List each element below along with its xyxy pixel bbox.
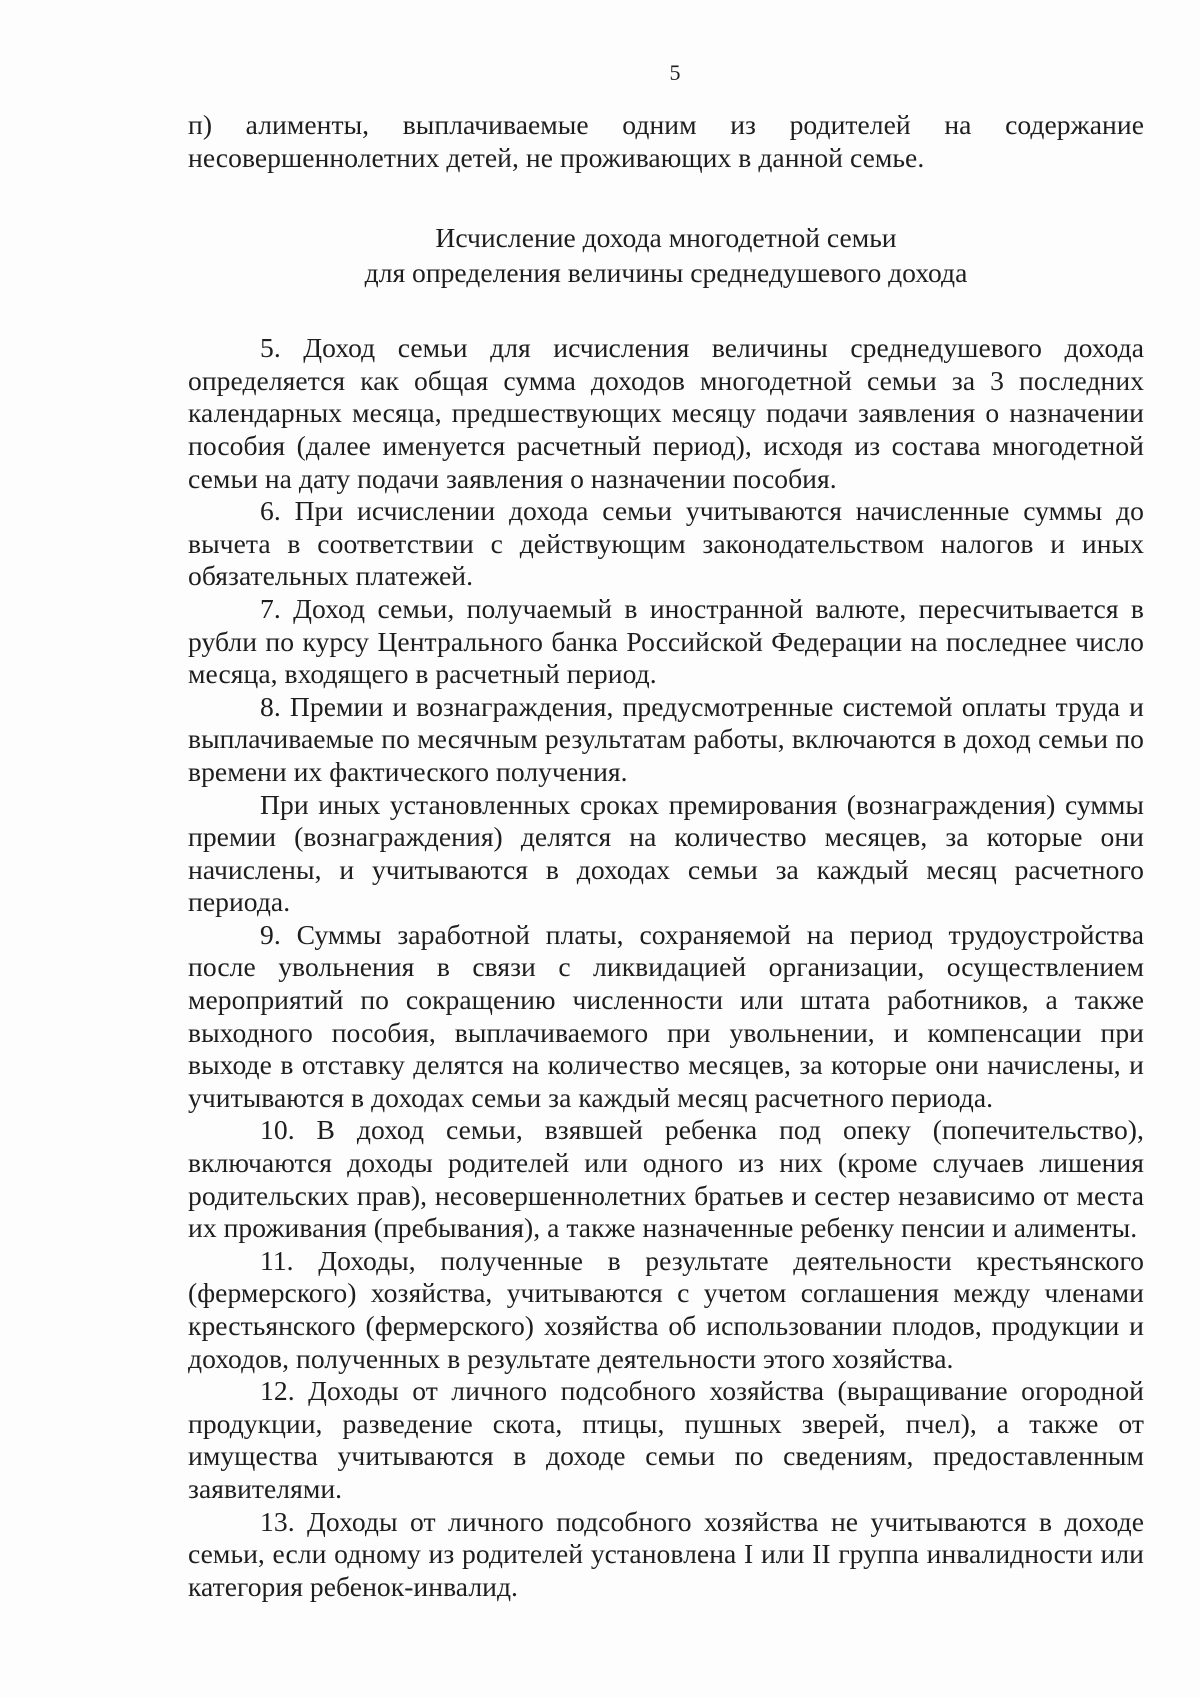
paragraph-5: 5. Доход семьи для исчисления величины среднедушевого дохода определяется как общая сумма доходов многодетной семьи за 3 последних календарных месяца, предшествующих месяцу подачи заявления о назначении пособия (далее именуется расчетный период), исходя из состава многодетной семьи на дату подачи заявления о назначении пособия. xyxy=(188,332,1144,494)
intro-paragraph: п) алименты, выплачиваемые одним из родителей на содержание несовершеннолетних детей, не проживающих в данной семье. xyxy=(188,109,1144,173)
section-title xyxy=(188,220,1144,290)
paragraph-6: 6. При исчислении дохода семьи учитываются начисленные суммы до вычета в соответствии с действующим законодательством налогов и иных обязательных платежей. xyxy=(188,495,1144,592)
paragraph-8: 8. Премии и вознаграждения, предусмотренные системой оплаты труда и выплачиваемые по месячным результатам работы, включаются в доход семьи по времени их фактического получения. xyxy=(188,690,1144,787)
page-number: 5 xyxy=(669,60,681,85)
section-title-line-2: для определения величины среднедушевого дохода xyxy=(364,257,968,289)
paragraph-12: 12. Доходы от личного подсобного хозяйства (выращивание огородной продукции, разведение скота, птицы, пушных зверей, пчел), а также от имущества учитываются в доходе семьи по сведениям, предоставленным заявителями. xyxy=(188,1375,1144,1504)
paragraph-11: 11. Доходы, полученные в результате деятельности крестьянского (фермерского) хозяйства, учитываются с учетом соглашения между членами крестьянского (фермерского) хозяйства об использовании плодов, продукции и доходов, полученных в результате деятельности этого хозяйства. xyxy=(188,1244,1144,1374)
paragraph-10: 10. В доход семьи, взявшей ребенка под опеку (попечительство), включаются доходы родителей или одного из них (кроме случаев лишения родительских прав), несовершеннолетних братьев и сестер независимо от места их проживания (пребывания), а также назначенные ребенку пенсии и алименты. xyxy=(188,1114,1144,1244)
paragraph-13: 13. Доходы от личного подсобного хозяйства не учитываются в доходе семьи, если одному из родителей установлена I или II группа инвалидности или категория ребенок-инвалид. xyxy=(188,1505,1144,1602)
document-body xyxy=(188,109,1144,1603)
paragraph-7: 7. Доход семьи, получаемый в иностранной валюте, пересчитывается в рубли по курсу Центрального банка Российской Федерации на последнее число месяца, входящего в расчетный период. xyxy=(188,592,1144,690)
paragraph-8-continuation: При иных установленных сроках премирования (вознаграждения) суммы премии (вознаграждения) делятся на количество месяцев, за которые они начислены, и учитываются в доходах семьи за каждый месяц расчетного периода. xyxy=(188,788,1144,918)
section-title-line-1: Исчисление дохода многодетной семьи xyxy=(435,222,897,254)
paragraph-9: 9. Суммы заработной платы, сохраняемой на период трудоустройства после увольнения в связи с ликвидацией организации, осуществлением мероприятий по сокращению численности или штата работников, а также выходного пособия, выплачиваемого при увольнении, и компенсации при выходе в отставку делятся на количество месяцев, за которые они начислены, и учитываются в доходах семьи за каждый месяц расчетного периода. xyxy=(188,918,1144,1113)
